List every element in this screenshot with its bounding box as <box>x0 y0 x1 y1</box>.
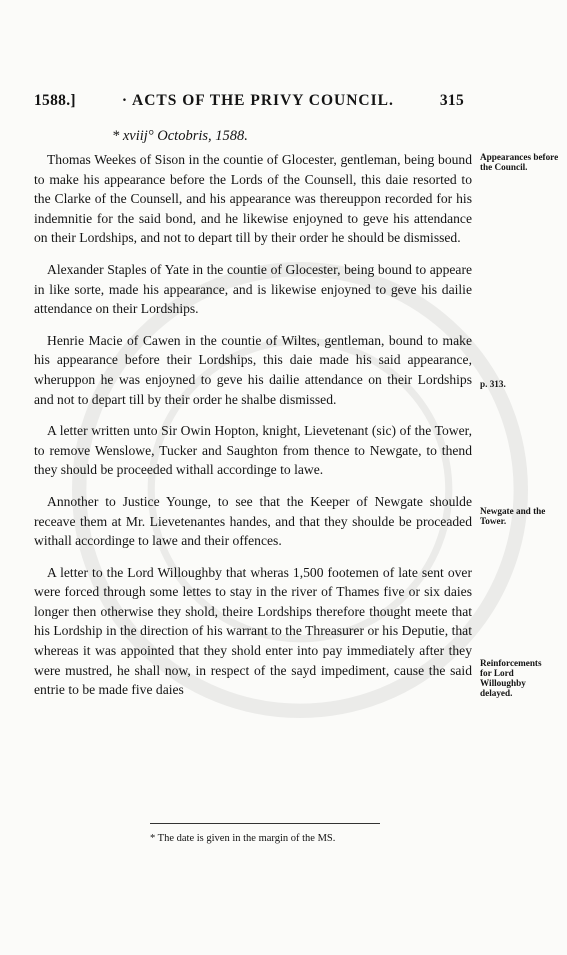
paragraph: Henrie Macie of Cawen in the countie of Wiltes, gentleman, bound to make his appearance before their Lordships, this daie made his said appearance, wheruppon he was enjoyned to geve his dailie attendance on their Lordships and not to depart till by their order he shalbe dismissed. <box>34 332 472 407</box>
paragraph: Thomas Weekes of Sison in the countie of Glocester, gentleman, being bound to make his appearance before the Lords of the Counsell, this daie resorted to the Clarke of the Counsell, and his appearance was thereuppon recorded for his indemnitie for the said bond, and he likewise enjoyned to geve his attendance on their Lordships, and not to depart till by their order he should be dismissed. <box>34 152 472 246</box>
running-header <box>34 92 464 110</box>
header-title: · ACTS OF THE PRIVY COUNCIL. <box>121 92 394 109</box>
paragraph: Annother to Justice Younge, to see that the Keeper of Newgate shoulde receave them at Mr. Lievetenantes handes, and that they shoulde be proceaded withall accordinge to lawe and their offences. <box>34 493 472 549</box>
margin-note-reinforcements: Reinforcements for Lord Willoughby delayed. <box>480 658 542 698</box>
footnote: * The date is given in the margin of the MS. <box>150 833 336 844</box>
body-text <box>34 150 472 712</box>
header-year: 1588.] <box>34 92 76 109</box>
paragraph: A letter to the Lord Willoughby that wheras 1,500 footemen of late sent over were forced through some lettes to stay in the river of Thames five or six daies longer then otherwise they shold, theire Lordships therefore thought meete that his Lordship in the direction of his warrant to the Threasurer or his Deputie, that whereas it was appointed that they shold enter into pay immediately after they were mustred, he shall now, in respect of the sayd impediment, cause the said entrie to be made five daies <box>34 564 472 698</box>
paragraph: A letter written unto Sir Owin Hopton, knight, Lievetenant (sic) of the Tower, to remove Wenslowe, Tucker and Saughton from thence to Newgate, to thend they should be proceeded withall accordinge to lawe. <box>34 423 472 478</box>
margin-note-appearances: Appearances before the Council. <box>480 152 559 172</box>
margin-note-page-ref: p. 313. <box>480 379 506 389</box>
paragraph: Alexander Staples of Yate in the countie of Glocester, being bound to appeare in like sorte, made his appearance, and is likewise enjoyned to geve his dailie attendance on their Lordships. <box>34 261 472 317</box>
footnote-rule <box>150 823 380 824</box>
margin-note-newgate: Newgate and the Tower. <box>480 506 546 526</box>
page-number: 315 <box>439 92 464 109</box>
dateline: * xviij° Octobris, 1588. <box>112 128 248 144</box>
